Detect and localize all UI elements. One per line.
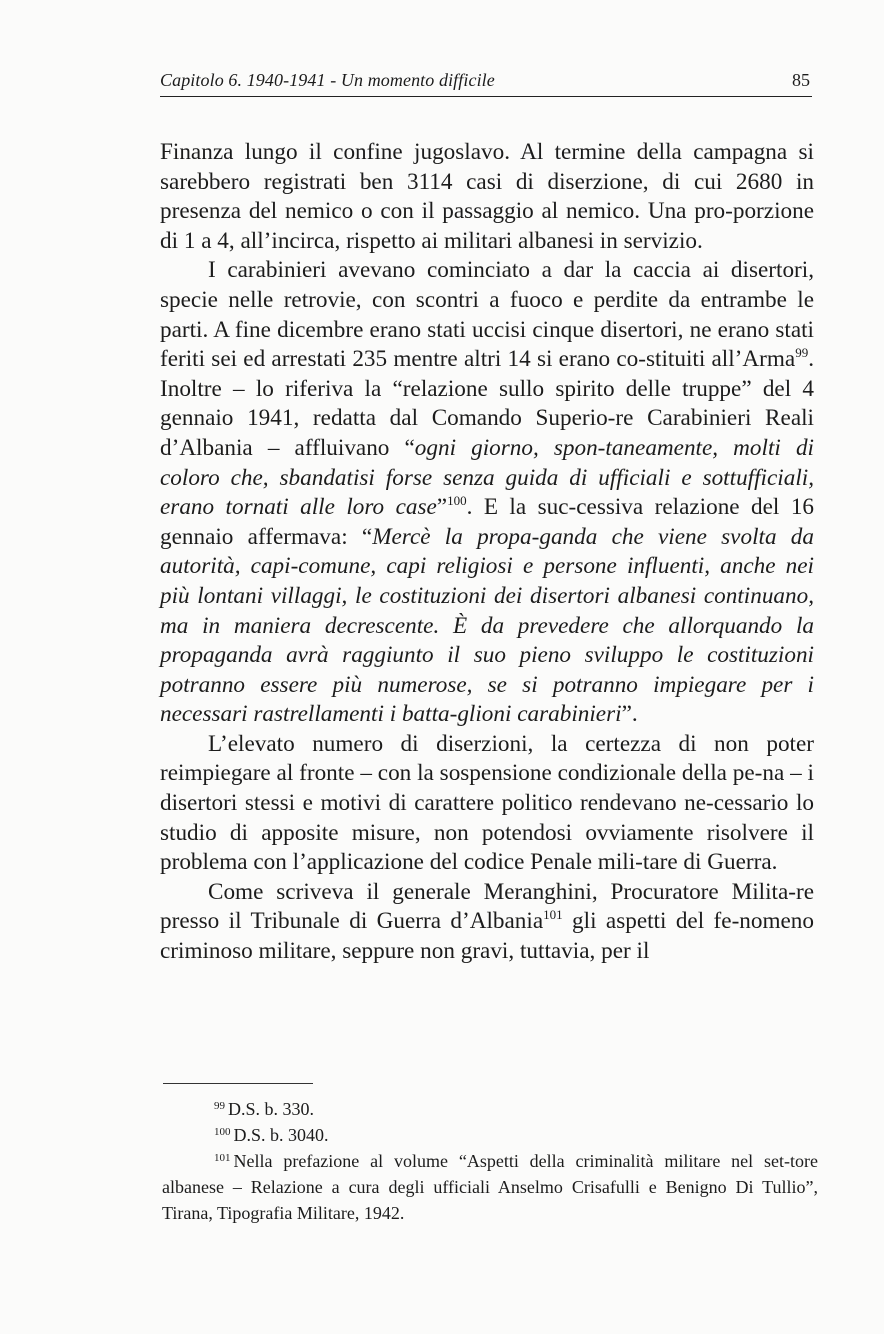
paragraph-4-text-a: Come scriveva il generale Meranghini, Procuratore Milita-re presso il Tribunale di Guerra d’Albania <box>160 878 814 935</box>
paragraph-2-text-c: ” <box>436 494 448 521</box>
footnote-mark: 99 <box>214 1100 225 1112</box>
paragraph-2-text-d: . E la suc-cessiva relazione del 16 gennaio affermava: “ <box>160 494 815 550</box>
paragraph-2 <box>160 256 814 730</box>
paragraph-4-text-b: gli aspetti del fe-nomeno criminoso militare, seppure non gravi, tuttavia, per il <box>160 908 814 965</box>
running-title: Capitolo 6. 1940-1941 - Un momento difficile <box>160 70 495 90</box>
page-number: 85 <box>792 70 810 90</box>
quote-relazione-4-gennaio: ogni giorno, spon-taneamente, molti di coloro che, sbandatisi forse senza guida di ufficiali e sottufficiali, erano tornati alle loro case <box>160 434 814 521</box>
paragraph-1: Finanza lungo il confine jugoslavo. Al termine della campagna si sarebbero registrati ben 3114 casi di diserzione, di cui 2680 in presenza del nemico o con il passaggio al nemico. Una pro-porzione di 1 a 4, all’incirca, rispetto ai militari albanesi in servizio. <box>160 139 814 254</box>
quote-relazione-16-gennaio: Mercè la propa-ganda che viene svolta da autorità, capi-comune, capi religiosi e persone influenti, anche nei più lontani villaggi, le costituzioni dei disertori albanesi continuano, ma in maniera decrescente. È da prevedere che allorquando la propaganda avrà raggiunto il suo pieno sviluppo le costituzioni potranno essere più numerose, se si potranno impiegare per i necessari rastrellamenti i batta-glioni carabinieri <box>160 523 814 728</box>
footnotes <box>162 1096 818 1226</box>
footnote-100 <box>162 1122 818 1148</box>
paragraph-2-text-e: ”. <box>621 701 638 728</box>
footnote-ref-100[interactable]: 100 <box>447 493 467 509</box>
body-text <box>160 138 814 967</box>
paragraph-4 <box>160 878 814 967</box>
footnote-101 <box>162 1148 818 1226</box>
paragraph-3: L’elevato numero di diserzioni, la certezza di non poter reimpiegare al fronte – con la sospensione condizionale della pe-na – i disertori stessi e motivi di carattere politico rendevano ne-cessario lo studio di apposite misure, non potendosi ovviamente risolvere il problema con l’applicazione del codice Penale mili-tare di Guerra. <box>160 730 814 876</box>
footnote-separator <box>163 1083 313 1084</box>
footnote-ref-99[interactable]: 99 <box>795 345 809 361</box>
paragraph-2-text-b: . Inoltre – lo riferiva la “relazione sullo spirito delle truppe” del 4 gennaio 1941, redatta dal Comando Superio-re Carabinieri Reali d’Albania – affluivano “ <box>160 346 814 461</box>
footnote-mark: 101 <box>214 1152 231 1164</box>
footnote-99 <box>162 1096 818 1122</box>
footnote-text: D.S. b. 330. <box>228 1099 315 1119</box>
footnote-mark: 100 <box>214 1126 231 1138</box>
page-header <box>160 66 812 97</box>
footnote-ref-101[interactable]: 101 <box>543 907 563 923</box>
paragraph-2-text-a: I carabinieri avevano cominciato a dar la caccia ai disertori, specie nelle retrovie, con scontri a fuoco e perdite da entrambe le parti. A fine dicembre erano stati uccisi cinque disertori, ne erano stati feriti sei ed arrestati 235 mentre altri 14 si erano co-stituiti all’Arma <box>160 257 814 373</box>
footnote-text: D.S. b. 3040. <box>233 1125 329 1145</box>
footnote-text: Nella prefazione al volume “Aspetti della criminalità militare nel set-tore albanese – Relazione a cura degli ufficiali Anselmo Crisafulli e Benigno Di Tullio”, Tirana, Tipografia Militare, 1942. <box>162 1151 818 1223</box>
